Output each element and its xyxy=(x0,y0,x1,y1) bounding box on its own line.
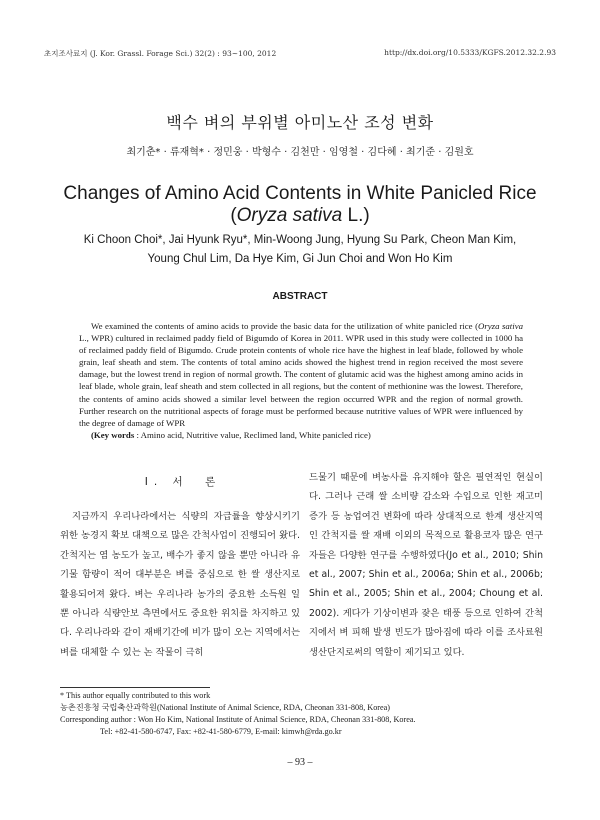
english-title-line2 xyxy=(0,205,600,227)
abstract-body xyxy=(79,320,523,441)
english-title-line1: Changes of Amino Acid Contents in White Panicled Rice xyxy=(63,183,537,204)
title-paren-close: L.) xyxy=(342,205,370,226)
korean-authors: 최기춘* · 류재혁* · 정민웅 · 박형수 · 김천만 · 임영철 · 김다혜 · 최기준 · 김원호 xyxy=(126,147,474,158)
page-number: – 93 – xyxy=(287,757,313,768)
footnote-contact: Tel: +82-41-580-6747, Fax: +82-41-580-6779, E-mail: kimwh@rda.go.kr xyxy=(100,727,342,736)
abstract-text-a: We examined the contents of amino acids to provide the basic data for the utilization of white panicled rice ( xyxy=(91,321,478,331)
keywords-label: (Key words xyxy=(91,429,135,440)
footnote-equal-contribution: * This author equally contributed to this work xyxy=(60,691,211,700)
english-authors-line2: Young Chul Lim, Da Hye Kim, Gi Jun Choi and Won Ho Kim xyxy=(147,253,453,265)
footnote-affiliation: 농촌진흥청 국립축산과학원(National Institute of Animal Science, RDA, Cheonan 331-808, Korea) xyxy=(60,703,391,712)
footnote-divider xyxy=(60,687,210,688)
section-heading-introduction: Ⅰ. 서 론 xyxy=(144,476,222,488)
abstract-paragraph xyxy=(79,320,523,429)
abstract-text-b: L., WPR) cultured in reclaimed paddy field of Bigumdo of Korea in 2011. WPR used in this study were collected in 1000 ha of reclaimed paddy field of Bigumdo. Crude protein contents of whole rice have the highest in leaf blade, followed by whole grain, leaf sheath and stem. The contents of total amino acids showed the highest trend in region received the most severe damage, but the lowest trend in region of normal growth. The content of glutamic acid was the highest among amino acids in leaf blade, whole grain, leaf sheath and stem collected in all regions, but the content of methionine was the lowest. Therefore, the contents of amino acids showed a similar level between the region occurred WPR and the region of normal growth. Further research on the nutritional aspects of forage must be performed because nutritive values of WPR were influenced by the degree of damage of WPR xyxy=(79,333,523,428)
keywords-text: : Amino acid, Nutritive value, Reclimed land, White panicled rice) xyxy=(134,429,371,440)
keywords xyxy=(79,429,523,441)
body-column-right: 드물기 때문에 벼농사를 유지해야 할은 필연적인 현실이다. 그러나 근래 쌀 소비량 감소와 수입으로 인한 재고미 증가 등 농업여건 변화에 따라 상대적으로 한계 생산지역인 간척지를 쌀 재배 이외의 목적으로 활용코자 많은 연구자들은 다양한 연구를 수행하였다(Jo et al., 2010; Shin et al., 2007; Shin et al., 2006a; Shin et al., 2006b; Shin et al., 2005; Shin et al., 2004; Choung et al. 2002). 게다가 기상이변과 잦은 태풍 등으로 인하여 간척지에서 벼 피해 발생 빈도가 많아짐에 따라 이를 조사료원 생산단지로써의 역할이 제기되고 있다. xyxy=(309,472,543,658)
abstract-heading: ABSTRACT xyxy=(272,291,328,302)
journal-citation: 초지조사료지 (J. Kor. Grassl. Forage Sci.) 32(2) : 93~100, 2012 xyxy=(44,49,277,58)
species-name: Oryza sativa xyxy=(236,205,343,226)
english-authors-line1: Ki Choon Choi*, Jai Hyunk Ryu*, Min-Woong Jung, Hyung Su Park, Cheon Man Kim, xyxy=(83,234,517,246)
title-paren-open: ( xyxy=(230,205,237,226)
korean-title: 백수 벼의 부위별 아미노산 조성 변화 xyxy=(166,113,434,132)
footnote-correspondence: Corresponding author : Won Ho Kim, National Institute of Animal Science, RDA, Cheonan 331-808, Korea. xyxy=(60,715,416,724)
body-column-left: 지금까지 우리나라에서는 식량의 자급률을 향상시키기 위한 농경지 확보 대책으로 많은 간척사업이 진행되어 왔다. 간척지는 염 농도가 높고, 배수가 좋지 않을 뿐만 아니라 유기물 함량이 적어 대부분은 벼를 중심으로 한 쌀 생산지로 활용되어져 왔다. 벼는 우리나라 농가의 중요한 소득원 일 뿐 아니라 식량안보 측면에서도 중요한 위치를 차지하고 있다. 우리나라와 같이 재배기간에 비가 많이 오는 지역에서는 벼를 대체할 수 있는 논 작물이 극히 xyxy=(60,511,300,658)
abstract-species: Oryza sativa xyxy=(478,321,523,331)
doi-link[interactable]: http://dx.doi.org/10.5333/KGFS.2012.32.2.93 xyxy=(384,48,556,57)
